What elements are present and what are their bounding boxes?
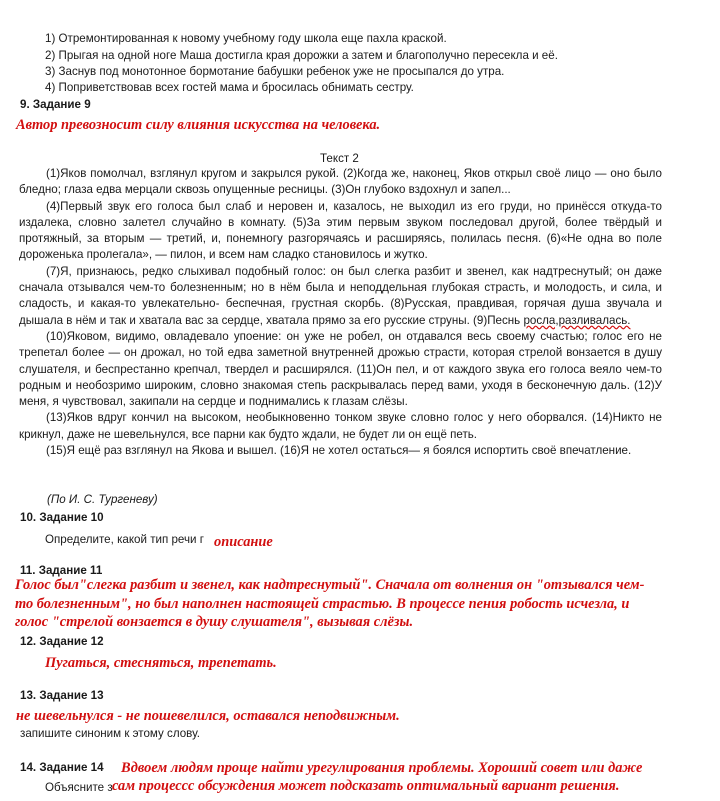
task-14-question: Объясните з bbox=[45, 781, 113, 794]
task-13-header: 13. Задание 13 bbox=[20, 689, 104, 702]
text-2-paragraph-3-main: (7)Я, признаюсь, редко слыхивал подобный голос: он был слегка разбит и звенел, как надтреснутый; он даже сначала отзывался чем-то болезненным; но в нём была и неподдельная глубокая страсть, и молодость, и сила, и сладость, и какая-то увлекательно- беспечная, грустная скорбь. (8)Русская, правдивая, горячая душа звучала и дышала в нём и так и хватала вас за сердце, хватала прямо за его русские струны. (9)Песнь bbox=[19, 264, 662, 327]
spelling-underline-word: росла,разливалась. bbox=[523, 313, 631, 327]
task-14-answer-line-2: сам процессс обсуждения может подсказать оптимальный вариант решения. bbox=[112, 778, 620, 794]
task-13-answer: не шевельнулся - не пошевелился, оставался неподвижным. bbox=[16, 708, 400, 724]
text-2-author: (По И. С. Тургеневу) bbox=[47, 493, 158, 506]
task-12-header: 12. Задание 12 bbox=[20, 635, 104, 648]
task-10-question: Определите, какой тип речи г bbox=[45, 533, 204, 546]
task-10-header: 10. Задание 10 bbox=[20, 511, 104, 524]
task-12-answer: Пугаться, стесняться, трепетать. bbox=[45, 655, 277, 671]
task-10-answer: описание bbox=[214, 534, 273, 550]
task-11-answer-line-1: Голос был"слегка разбит и звенел, как надтреснутый". Сначала от волнения он "отзывался чем- bbox=[15, 577, 645, 593]
option-4: 4) Поприветствовав всех гостей мама и бросилась обнимать сестру. bbox=[45, 81, 414, 94]
text-2-paragraph-3 bbox=[19, 264, 662, 329]
task-11-answer-line-2: то болезненным", но был наполнен настоящей страстью. В процессе пения робость исчезла, и bbox=[15, 595, 630, 612]
task-9-header: 9. Задание 9 bbox=[20, 98, 91, 111]
text-2-title: Текст 2 bbox=[320, 152, 359, 165]
text-2-paragraph-2: (4)Первый звук его голоса был слаб и неровен и, казалось, не выходил из его груди, но принёсся откуда-то издалека, словно залетел случайно в комнату. (5)За этим первым звуком последовал другой, более твёрдый и протяжный, за вторым — третий, и, понемногу разгорячаясь и расширяясь, полилась песня. (6)«Не одна во поле дороженька пролегала», — пилон, и всем нам сладко становилось и жутко. bbox=[19, 199, 662, 262]
text-2-paragraph-5: (13)Яков вдруг кончил на высоком, необыкновенно тонком звуке словно голос у него оборвался. (14)Никто не крикнул, даже не шевельнулся, все парни как будто ждали, не будет ли он ещё петь. bbox=[19, 411, 662, 441]
task-11-answer bbox=[15, 576, 718, 632]
option-3: 3) Заснув под монотонное бормотание бабушки ребенок уже не просыпался до утра. bbox=[45, 65, 505, 78]
task-11-answer-line-3: голос "стрелой вонзается в душу слушателя", вызывая слёзы. bbox=[15, 614, 414, 630]
option-2: 2) Прыгая на одной ноге Маша достигла края дорожки а затем и благополучно пересекла и её. bbox=[45, 49, 558, 62]
task-11-header: 11. Задание 11 bbox=[20, 564, 103, 577]
task-9-answer: Автор превозносит силу влияния искусства на человека. bbox=[16, 117, 381, 133]
text-2-body bbox=[19, 166, 662, 459]
task-14-header: 14. Задание 14 bbox=[20, 761, 104, 774]
task-13-question: запишите синоним к этому слову. bbox=[20, 727, 200, 740]
option-1: 1) Отремонтированная к новому учебному году школа еще пахла краской. bbox=[45, 32, 447, 45]
text-2-paragraph-4: (10)Яковом, видимо, овладевало упоение: он уже не робел, он отдавался весь своему счастью; голос его не трепетал более — он дрожал, но той едва заметной внутренней дрожью страсти, которая стрелой вонзается в душу слушателя, и беспрестанно крепчал, твердел и расширялся. (11)Он пел, и от каждого звука его голоса веяло чем-то родным и необозримо широким, словно знакомая степь раскрывалась перед вами, уходя в бесконечную даль. (12)У меня, я чувствовал, закипали на сердце и поднимались к глазам слёзы. bbox=[19, 329, 662, 409]
task-14-answer-line-1: Вдвоем людям проще найти урегулирования проблемы. Хороший совет или даже bbox=[121, 760, 643, 776]
text-2-paragraph-1: (1)Яков помолчал, взглянул кругом и закрылся рукой. (2)Когда же, наконец, Яков открыл своё лицо — оно было бледно; глаза едва мерцали сквозь опущенные ресницы. (3)Он глубоко вздохнул и запел... bbox=[19, 167, 662, 197]
text-2-paragraph-6: (15)Я ещё раз взглянул на Якова и вышел. (16)Я не хотел остаться— я боялся испортить своё впечатление. bbox=[46, 444, 632, 458]
